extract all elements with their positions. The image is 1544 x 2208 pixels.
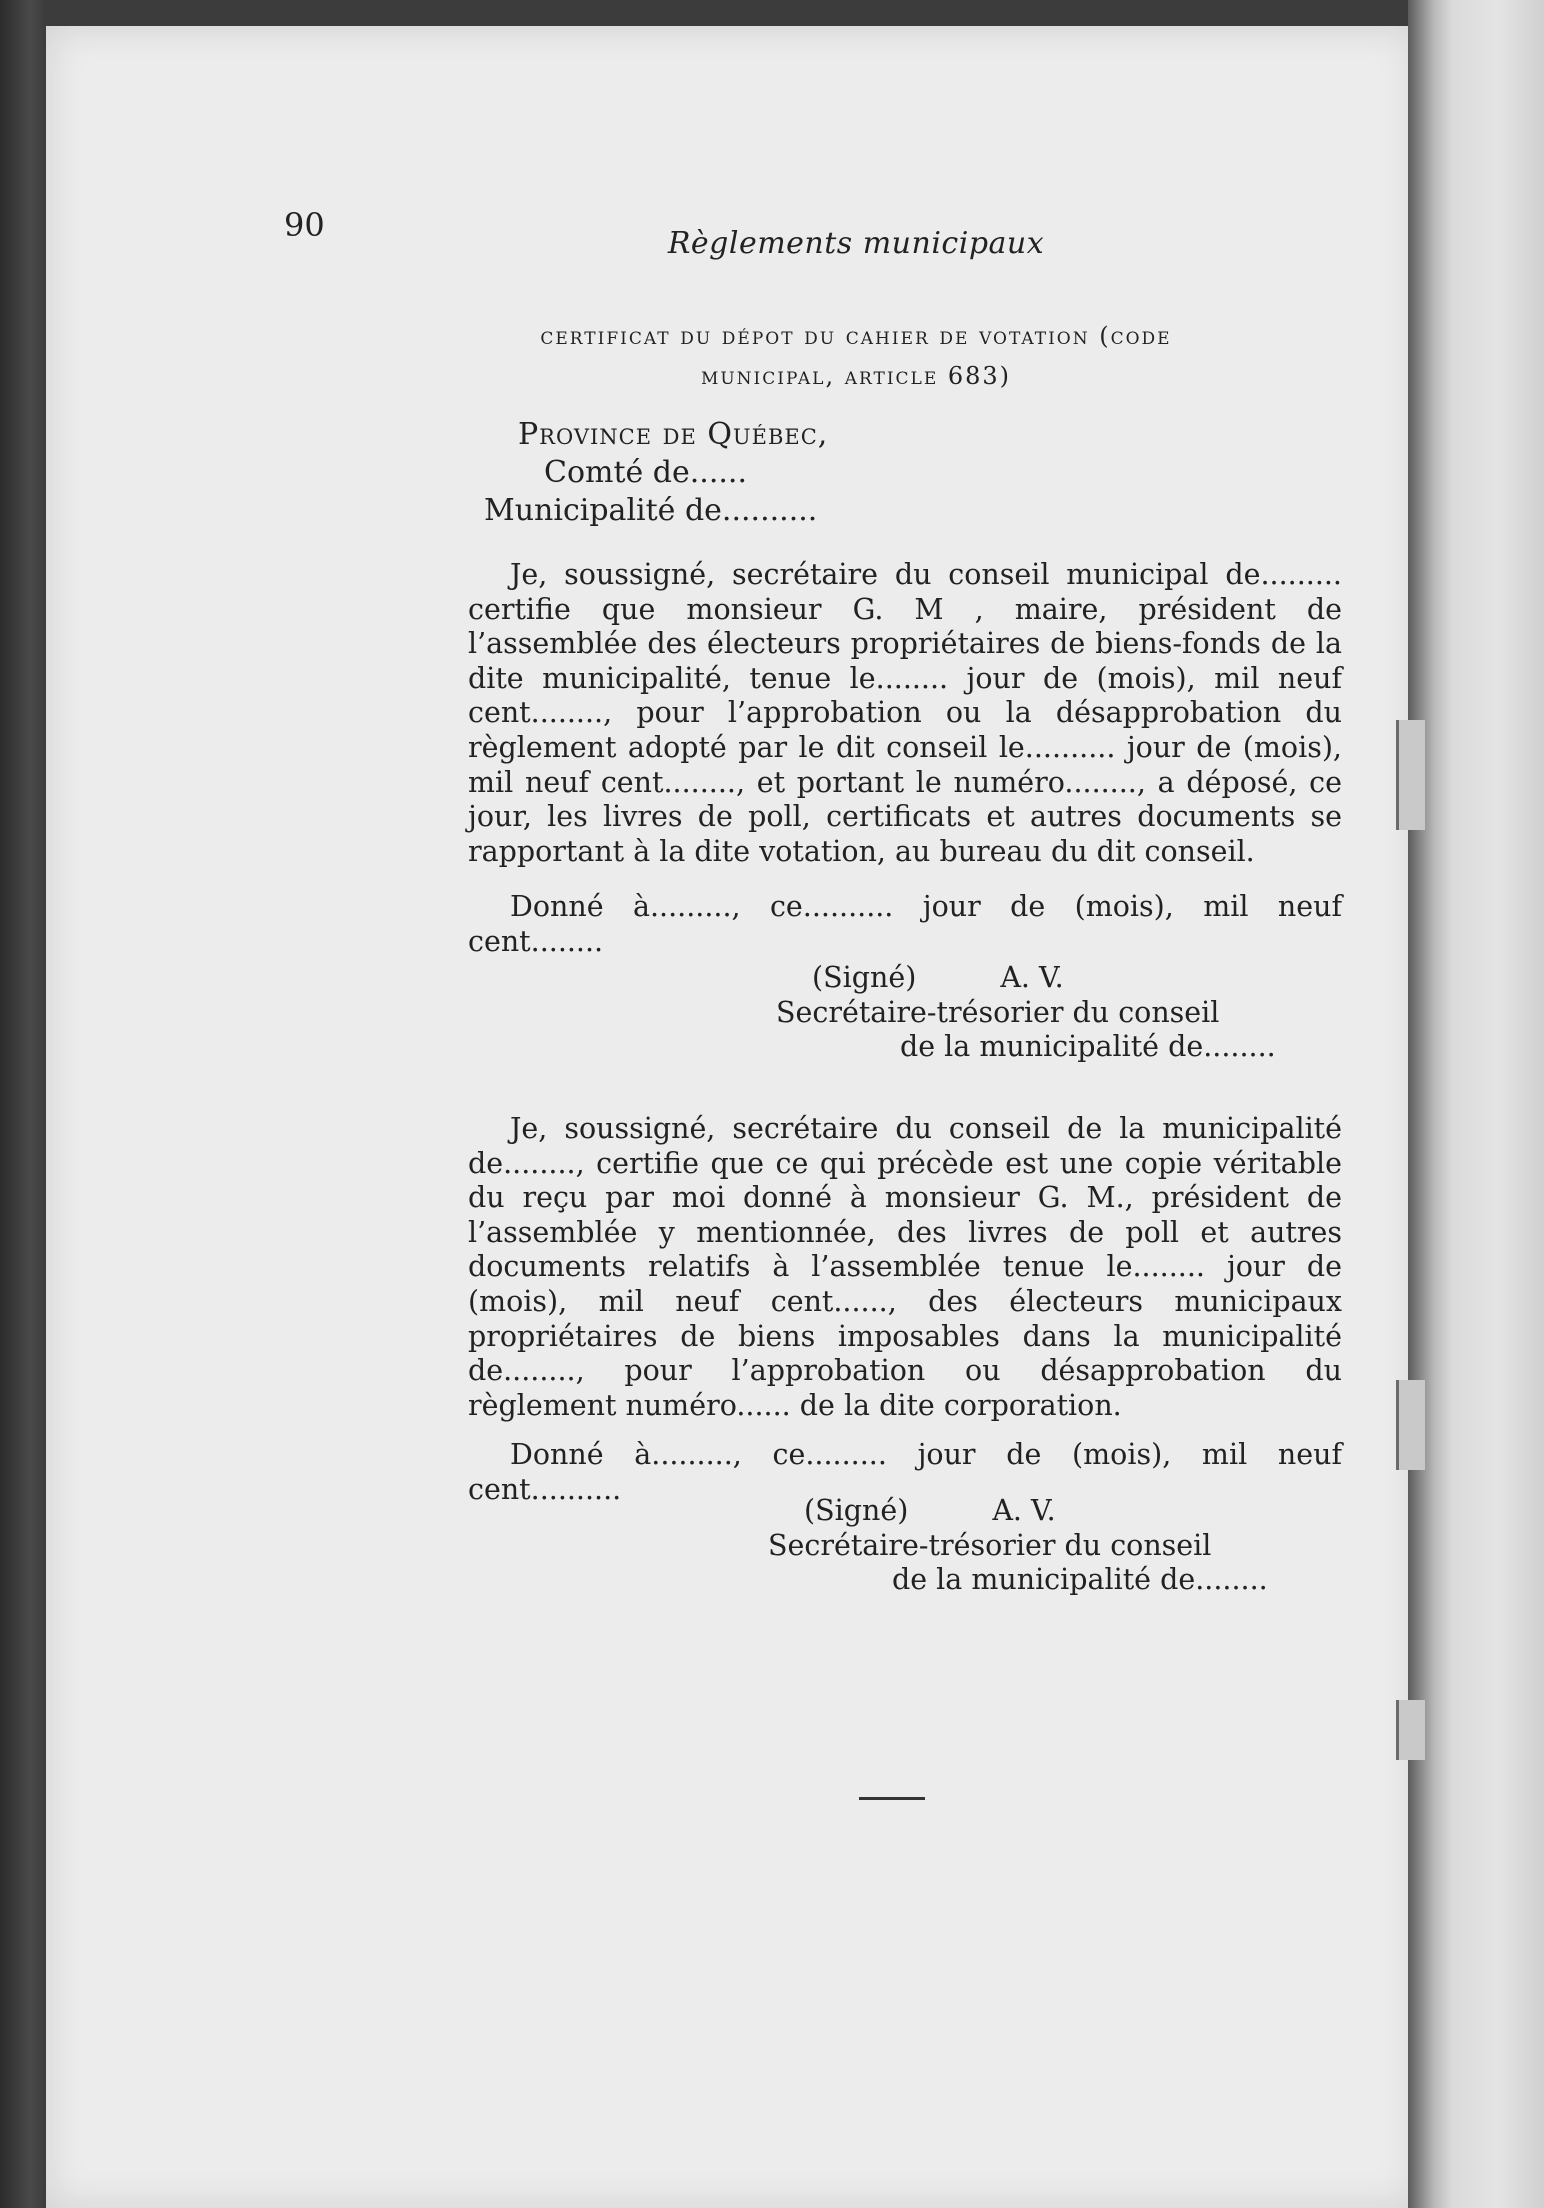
signature-title: Secrétaire-trésorier du conseil (768, 1528, 1212, 1562)
torn-edge (1396, 1380, 1425, 1470)
end-rule (859, 1797, 925, 1800)
address-province: Province de Québec, (518, 417, 829, 452)
address-municipalite: Municipalité de.......... (484, 493, 818, 528)
signed-initials: A. V. (1000, 961, 1064, 994)
signature-municipality: de la municipalité de........ (892, 1563, 1268, 1597)
heading-line-1: certificat du dépot du cahier de votation (code (540, 322, 1172, 350)
paragraph-donne-2: Donné à........., ce......... jour de (mois), mil neuf cent.......... (468, 1438, 1342, 1506)
paragraph-copy-certificate: Je, soussigné, secrétaire du conseil de la municipalité de........, certifie que ce qui précède est une copie véritable du reçu par moi donné à monsieur G. M., président de l’assemblée y mentionnée, des livres de poll et autres documents relatifs à l’assemblée tenue le........ jour de (mois), mil neuf cent......, des électeurs municipaux propriétaires de biens imposables dans la municipalité de........, pour l’approbation ou désapprobation du règlement numéro...... de la dite corporation. (468, 1112, 1342, 1422)
paragraph-certificate: Je, soussigné, secrétaire du conseil municipal de......... certifie que monsieur G. M , maire, président de l’assemblée des électeurs propriétaires de biens-fonds de la dite municipalité, tenue le........ jour de (mois), mil neuf cent........, pour l’approbation ou la désapprobation du règlement adopté par le dit conseil le.......... jour de (mois), mil neuf cent........, et portant le numéro........, a déposé, ce jour, les livres de poll, certificats et autres documents se rapportant à la dite votation, au bureau du dit conseil. (468, 558, 1342, 868)
page-content (46, 26, 1418, 2208)
signature-block-1 (776, 961, 1276, 1065)
torn-edge (1396, 720, 1425, 830)
paragraph-donne-1: Donné à........., ce.......... jour de (mois), mil neuf cent........ (468, 890, 1342, 958)
torn-edge (1396, 1700, 1425, 1760)
address-comte: Comté de...... (544, 455, 747, 490)
signed-label: (Signé) (812, 961, 917, 994)
address-block (436, 416, 828, 530)
signature-title: Secrétaire-trésorier du conseil (776, 995, 1220, 1029)
next-page-edge (1408, 0, 1544, 2208)
running-head: Règlements municipaux (667, 226, 1045, 261)
signed-label: (Signé) (804, 1494, 909, 1527)
paper-page (46, 26, 1418, 2208)
certificate-heading (406, 316, 1306, 396)
signature-block-2 (768, 1494, 1268, 1598)
signed-initials: A. V. (992, 1494, 1056, 1527)
page-number: 90 (284, 206, 325, 244)
heading-line-2: municipal, article 683) (700, 362, 1012, 390)
signature-municipality: de la municipalité de........ (900, 1030, 1276, 1064)
